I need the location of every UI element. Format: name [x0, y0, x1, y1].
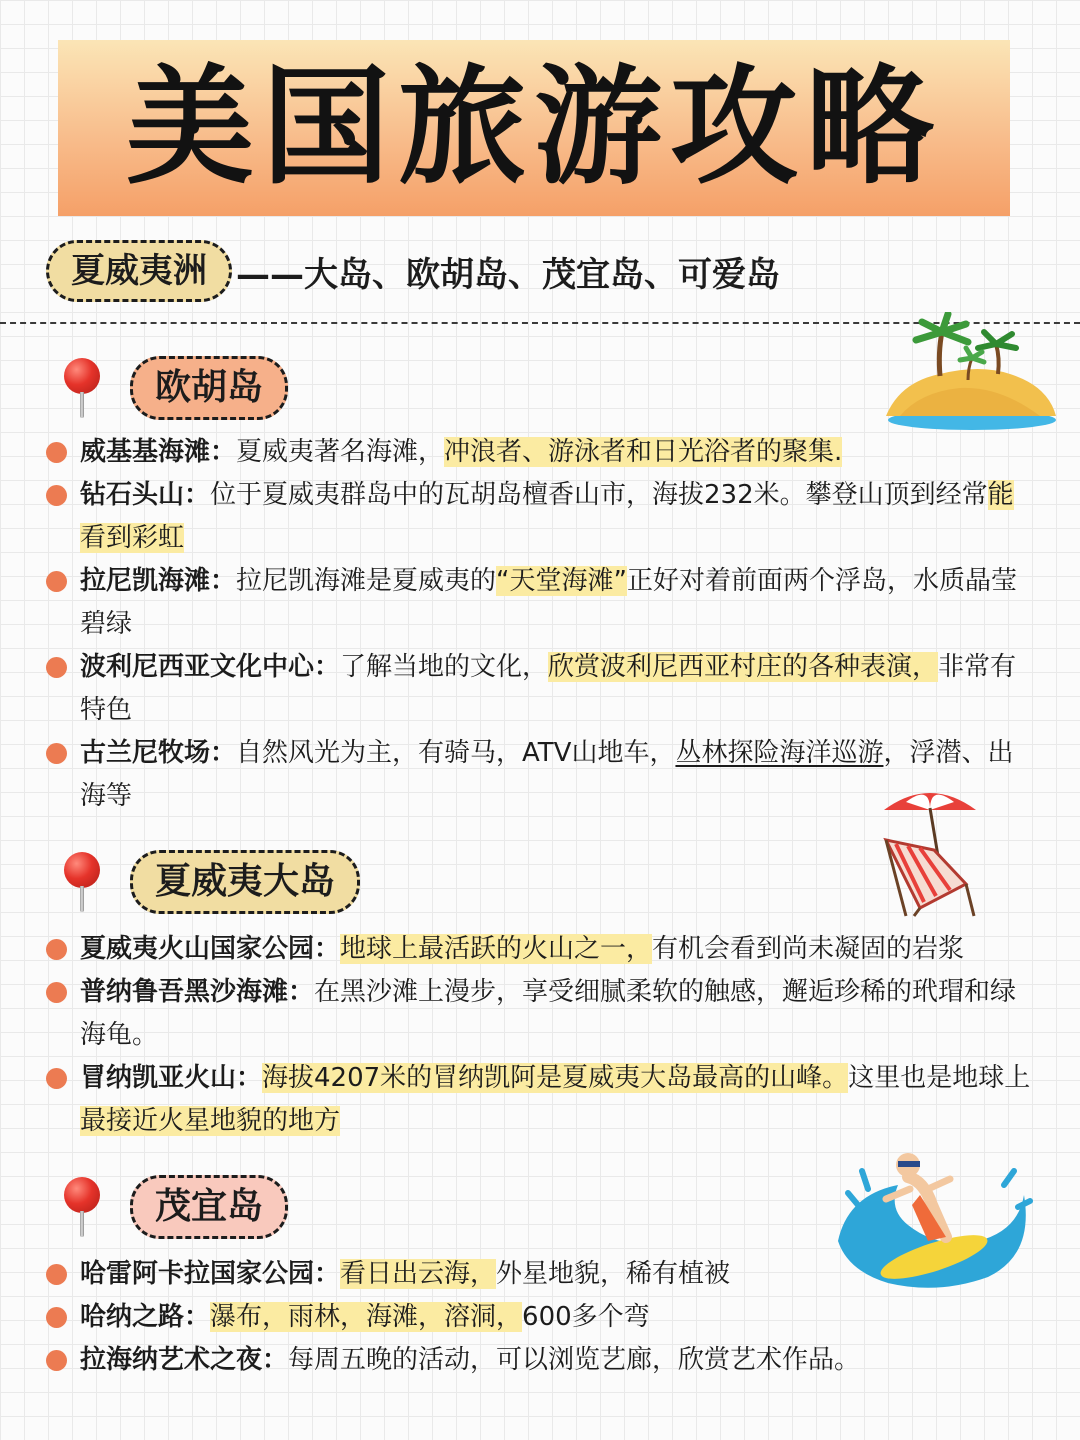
- item-text: 非常有特色: [80, 652, 1017, 725]
- item-text: 自然风光为主，有骑马，ATV山地车，: [236, 738, 676, 768]
- item-text: 夏威夷著名海滩，: [236, 437, 445, 467]
- highlighted-text: 能看到彩虹: [80, 480, 1014, 553]
- item-text: 有机会看到尚未凝固的岩浆: [652, 934, 965, 964]
- list-item: [0, 474, 1080, 560]
- highlighted-text: 看日出云海，: [340, 1259, 497, 1289]
- item-name: 古兰尼牧场：: [80, 738, 237, 768]
- section-header-maui: [60, 1175, 288, 1239]
- item-name: 波利尼西亚文化中心：: [80, 652, 341, 682]
- item-name: 拉尼凯海滩：: [80, 566, 237, 596]
- island-palm-trees-icon: [880, 312, 1060, 432]
- section-header-big-island: [60, 850, 360, 914]
- pin-icon: [60, 1177, 104, 1237]
- item-text: 这里也是地球上: [848, 1063, 1031, 1093]
- bullet-dot-icon: [46, 1068, 67, 1089]
- item-text: 了解当地的文化，: [340, 652, 549, 682]
- item-name: 拉海纳艺术之夜：: [80, 1345, 289, 1375]
- list-item: [0, 646, 1080, 732]
- pin-icon: [60, 852, 104, 912]
- item-text: 600多个弯: [522, 1302, 650, 1332]
- highlighted-text: 最接近火星地貌的地方: [80, 1106, 341, 1136]
- bullet-dot-icon: [46, 657, 67, 678]
- item-text: 在黑沙滩上漫步，享受细腻柔软的触感，邂逅珍稀的玳瑁和绿海龟。: [80, 977, 1017, 1050]
- item-text: 位于夏威夷群岛中的瓦胡岛檀香山市，海拔232米。攀登山顶到经常: [210, 480, 988, 510]
- bullet-dot-icon: [46, 982, 67, 1003]
- surfer-wave-icon: [828, 1145, 1033, 1295]
- bullet-dot-icon: [46, 442, 67, 463]
- section-header-oahu: [60, 356, 288, 420]
- subtitle-row: [46, 240, 780, 302]
- item-text: 拉尼凯海滩是夏威夷的: [236, 566, 497, 596]
- section-title: 欧胡岛: [130, 356, 288, 420]
- item-text: 丛林探险海洋巡游: [675, 738, 884, 768]
- item-name: 哈雷阿卡拉国家公园：: [80, 1259, 341, 1289]
- item-name: 哈纳之路：: [80, 1302, 211, 1332]
- list-item: [0, 971, 1080, 1057]
- item-text: 每周五晚的活动，可以浏览艺廊，欣赏艺术作品。: [288, 1345, 861, 1375]
- bullet-dot-icon: [46, 939, 67, 960]
- bullet-dot-icon: [46, 571, 67, 592]
- bullet-dot-icon: [46, 1264, 67, 1285]
- title-banner: [58, 40, 1010, 216]
- highlighted-text: 欣赏波利尼西亚村庄的各种表演，: [548, 652, 939, 682]
- list-item: [0, 1339, 1080, 1382]
- section-items: [0, 928, 1080, 1143]
- section-items: [0, 431, 1080, 818]
- item-name: 夏威夷火山国家公园：: [80, 934, 341, 964]
- highlighted-text: “天堂海滩”: [496, 566, 627, 596]
- subtitle-pill: 夏威夷洲: [46, 240, 232, 302]
- bullet-dot-icon: [46, 1350, 67, 1371]
- list-item: [0, 431, 1080, 474]
- bullet-dot-icon: [46, 1307, 67, 1328]
- list-item: [0, 928, 1080, 971]
- item-name: 威基基海滩：: [80, 437, 237, 467]
- highlighted-text: 地球上最活跃的火山之一，: [340, 934, 653, 964]
- pin-icon: [60, 358, 104, 418]
- item-text: 外星地貌，稀有植被: [496, 1259, 731, 1289]
- item-name: 普纳鲁吾黑沙海滩：: [80, 977, 315, 1007]
- section-title: 夏威夷大岛: [130, 850, 360, 914]
- bullet-dot-icon: [46, 485, 67, 506]
- list-item: [0, 560, 1080, 646]
- list-item: [0, 1296, 1080, 1339]
- highlighted-text: 冲浪者、游泳者和日光浴者的聚集.: [444, 437, 843, 467]
- item-text: ，浮潜、出海等: [80, 738, 1014, 811]
- item-name: 钻石头山：: [80, 480, 211, 510]
- section-title: 茂宜岛: [130, 1175, 288, 1239]
- item-text: 正好对着前面两个浮岛，水质晶莹碧绿: [80, 566, 1017, 639]
- beach-umbrella-chair-icon: [880, 780, 980, 920]
- highlighted-text: 瀑布，雨林，海滩，溶洞，: [210, 1302, 523, 1332]
- subtitle-islands: ——大岛、欧胡岛、茂宜岛、可爱岛: [236, 254, 780, 295]
- item-name: 冒纳凯亚火山：: [80, 1063, 263, 1093]
- list-item: [0, 1057, 1080, 1143]
- page-title: 美国旅游攻略: [125, 53, 942, 202]
- highlighted-text: 海拔4207米的冒纳凯阿是夏威夷大岛最高的山峰。: [262, 1063, 849, 1093]
- bullet-dot-icon: [46, 743, 67, 764]
